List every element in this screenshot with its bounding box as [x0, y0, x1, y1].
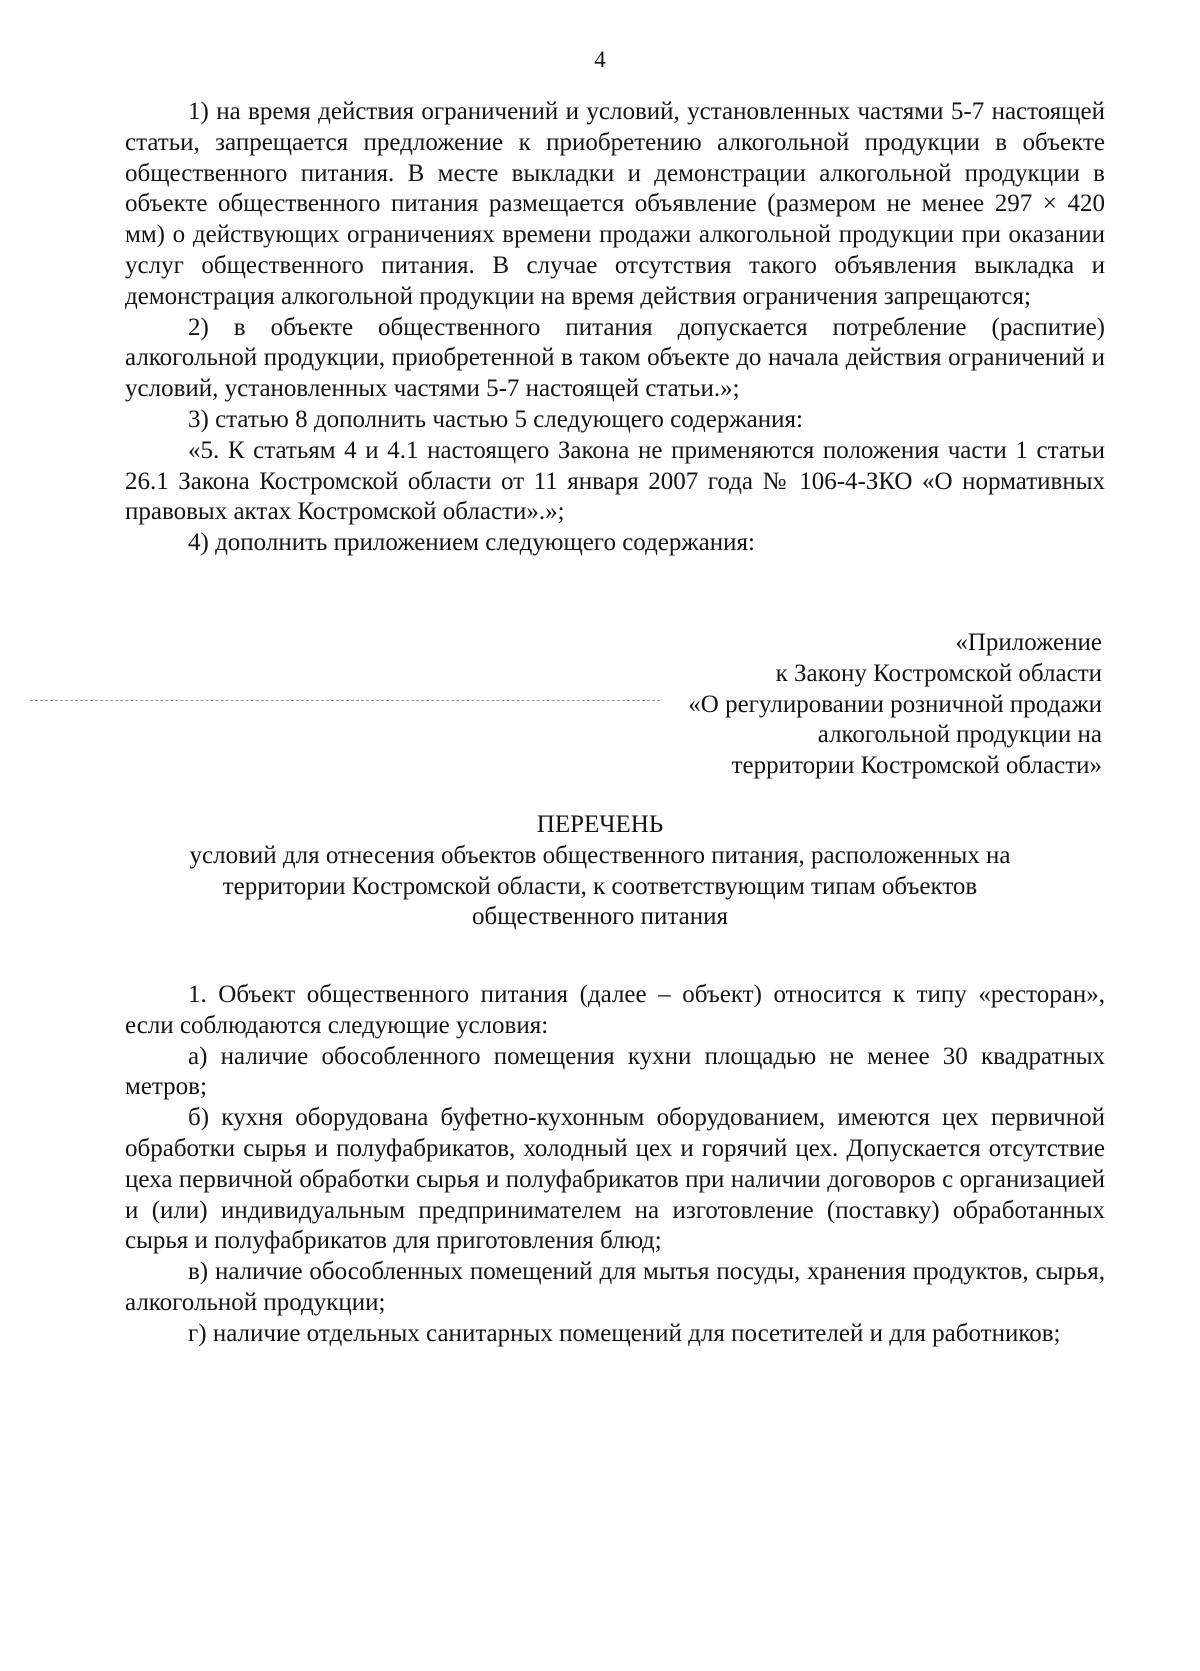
paragraph-item-3: 3) статью 8 дополнить частью 5 следующего содержания: [188, 405, 803, 433]
appendix-header [560, 628, 1102, 782]
condition-b: б) кухня оборудована буфетно-кухонным оборудованием, имеются цех первичной обработки сырья и полуфабрикатов, холодный цех и горячий цех. Допускается отсутствие цеха первичной обработки сырья и полуфабрикатов при наличии договоров с организацией и (или) индивидуальным предпринимателем на изготовление (поставку) обработанных сырья и полуфабрикатов для приготовления блюд; [125, 1104, 1105, 1255]
appendix-header-line: «Приложение [955, 629, 1102, 656]
condition-restaurant-intro: 1. Объект общественного питания (далее – объект) относится к типу «ресторан», если соблюдаются следующие условия: [125, 981, 1105, 1039]
appendix-header-line: алкогольной продукции на [817, 721, 1102, 749]
list-subtitle: условий для отнесения объектов общественного питания, расположенных на территории Костромской области, к соответствующим типам объектов общественного питания [189, 842, 1011, 930]
list-title: ПЕРЕЧЕНЬ [536, 811, 664, 838]
condition-g: г) наличие отдельных санитарных помещений для посетителей и для работников; [188, 1319, 1061, 1347]
condition-v: в) наличие обособленных помещений для мытья посуды, хранения продуктов, сырья, алкогольной продукции; [125, 1258, 1105, 1316]
paragraph-item-4: 4) дополнить приложением следующего содержания: [188, 529, 755, 557]
condition-a: а) наличие обособленного помещения кухни площадью не менее 30 квадратных метров; [125, 1042, 1105, 1101]
appendix-header-line: к Закону Костромской области [775, 659, 1102, 687]
page-number: 4 [594, 47, 606, 72]
amendment-text [125, 97, 1105, 559]
conditions-list [125, 980, 1105, 1350]
appendix-header-line: территории Костромской области» [731, 752, 1102, 780]
paragraph-item-2: 2) в объекте общественного питания допускается потребление (распитие) алкогольной продукции, приобретенной в таком объекте до начала действия ограничений и условий, установленных частями 5-7 настоящей статьи.»; [125, 313, 1105, 403]
paragraph-item-3-quote: «5. К статьям 4 и 4.1 настоящего Закона не применяются положения части 1 статьи 26.1 Закона Костромской области от 11 января 2007 года № 106-4-ЗКО «О нормативных правовых актах Костромской области».»; [125, 436, 1105, 526]
appendix-header-line: «О регулировании розничной продажи [688, 690, 1102, 718]
paragraph-item-1: 1) на время действия ограничений и условий, установленных частями 5-7 настоящей статьи, запрещается предложение к приобретению алкогольной продукции в объекте общественного питания. В месте выкладки и демонстрации алкогольной продукции в объекте общественного питания размещается объявление (размером не менее 297 × 420 мм) о действующих ограничениях времени продажи алкогольной продукции при оказании услуг общественного питания. В случае отсутствия такого объявления выкладка и демонстрация алкогольной продукции на время действия ограничения запрещаются; [125, 98, 1105, 310]
